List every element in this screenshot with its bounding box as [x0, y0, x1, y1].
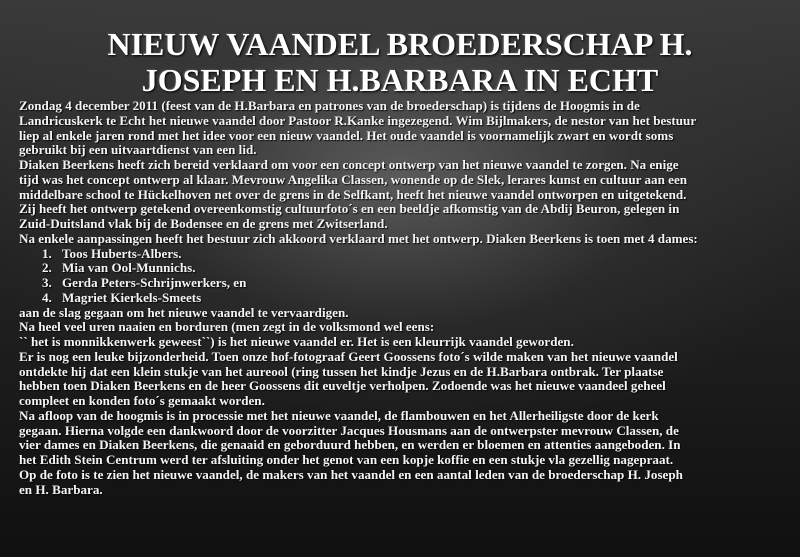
text-line: liep al enkele jaren rond met het idee voor een nieuw vaandel. Het oude vaandel is voornamelijk zwart en wordt soms [19, 127, 674, 143]
text-line: `` het is monnikkenwerk geweest``) is het nieuwe vaandel er. Het is een kleurrijk vaandel geworden. [19, 334, 574, 349]
text-line: gebruikt bij een uitvaartdienst van een lid. [19, 142, 257, 158]
list-item-text: Magriet Kierkels-Smeets [62, 289, 202, 305]
text-line: Na heel veel uren naaien en borduren (men zegt in de volksmond wel eens: [19, 319, 435, 335]
paragraph-block-b [19, 306, 791, 498]
page-title [0, 0, 800, 98]
list-item [19, 276, 791, 291]
text-line: gegaan. Hierna volgde een dankwoord door de voorzitter Jacques Housmans aan de ontwerpster mevrouw Classen, de [19, 422, 679, 438]
text-line: het Edith Stein Centrum werd ter afsluiting onder het genot van een kopje koffie en een stukje vla gezellig nagepraat. [19, 452, 674, 467]
text-line: hebben toen Diaken Beerkens en de heer Goossens dit euveltje verholpen. Zodoende was het nieuwe vaandeel geheel [19, 378, 666, 394]
text-line: Na enkele aanpassingen heeft het bestuur zich akkoord verklaard met het ontwerp. Diaken Beerkens is toen met 4 dames: [19, 230, 698, 246]
list-item-number: 2. [42, 260, 52, 276]
numbered-list [19, 247, 791, 306]
text-line: Na afloop van de hoogmis is in processie met het nieuwe vaandel, de flambouwen en het Allerheiligste door de kerk [19, 407, 659, 423]
text-line: Er is nog een leuke bijzonderheid. Toen onze hof-fotograaf Geert Goossens foto´s wilde maken van het nieuwe vaandel [19, 348, 678, 364]
text-line: Diaken Beerkens heeft zich bereid verklaard om voor een concept ontwerp van het nieuwe vaandel te zorgen. Na enige [19, 157, 679, 172]
list-item-text: Gerda Peters-Schrijnwerkers, en [62, 275, 247, 290]
list-item-number: 3. [42, 275, 52, 290]
list-item [19, 291, 791, 306]
text-line: en H. Barbara. [19, 481, 103, 497]
text-line: tijd was het concept ontwerp al klaar. Mevrouw Angelika Classen, wonende op de Slek, lerares kunst en cultuur aan een [19, 171, 688, 187]
text-line: Op de foto is te zien het nieuwe vaandel, de makers van het vaandel en een aantal leden van de broederschap H. Joseph [19, 466, 683, 482]
text-line: ontdekte hij dat een klein stukje van het aureool (ring tussen het kindje Jezus en de H.Barbara ontbrak. Ter plaatse [19, 363, 664, 379]
list-item [19, 261, 791, 276]
text-line: Zuid-Duitsland vlak bij de Bodensee en de grens met Zwitserland. [19, 216, 388, 231]
paragraph-block-a [19, 99, 791, 247]
article-body [19, 99, 791, 497]
text-line: Landricuskerk te Echt het nieuwe vaandel door Pastoor R.Kanke ingezegend. Wim Bijlmakers, de nestor van het bestuur [19, 112, 697, 128]
list-item-text: Mia van Ool-Munnichs. [62, 260, 196, 276]
text-line: aan de slag gegaan om het nieuwe vaandel te vervaardigen. [19, 304, 349, 320]
text-line: vier dames en Diaken Beerkens, die genaaid en geborduurd hebben, en werden er bloemen en attenties aangeboden. In [19, 437, 681, 453]
text-line: compleet en konden foto´s gemaakt worden. [19, 393, 265, 408]
text-line: Zij heeft het ontwerp getekend overeenkomstig cultuurfoto´s en een beeldje afkomstig van de Abdij Beuron, gelegen in [19, 201, 680, 217]
list-item-number: 4. [42, 289, 52, 305]
title-line-2: JOSEPH EN H.BARBARA IN ECHT [141, 62, 659, 98]
list-item-number: 1. [42, 245, 52, 261]
text-line: middelbare school te Hückelhoven net over de grens in de Selfkant, heeft het nieuwe vaandel ontworpen en uitgetekend. [19, 186, 687, 202]
text-line: Zondag 4 december 2011 (feest van de H.Barbara en patrones van de broederschap) is tijdens de Hoogmis in de [19, 98, 640, 113]
list-item-text: Toos Huberts-Albers. [62, 245, 182, 261]
list-item [19, 247, 791, 262]
title-line-1: NIEUW VAANDEL BROEDERSCHAP H. [107, 26, 693, 62]
